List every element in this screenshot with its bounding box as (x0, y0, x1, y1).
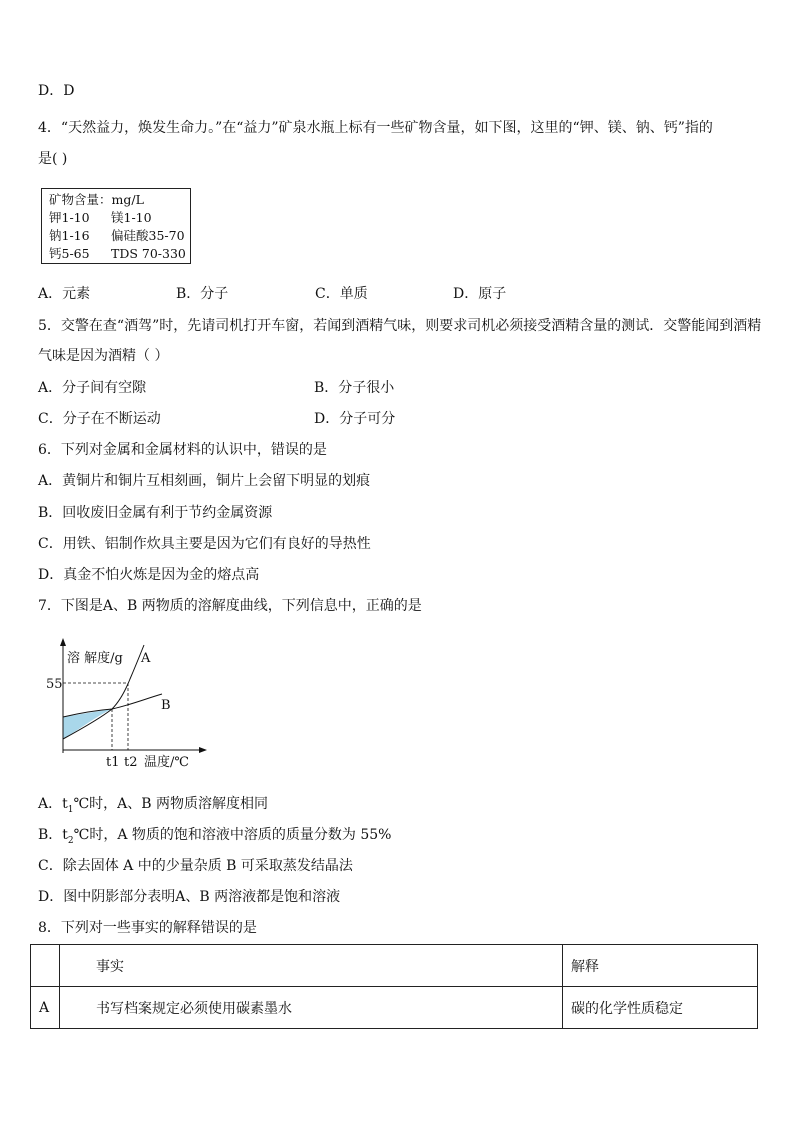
y-axis-label: 溶 解度/g (67, 651, 123, 666)
mineral-cell: 镁1-10 (111, 210, 152, 225)
q7-option-a[interactable]: A．$t_1℃$时，A、B 两物质溶解度相同 (38, 796, 268, 815)
mineral-cell: 偏硅酸35-70 (111, 228, 185, 243)
table-cell: 书写档案规定必须使用碳素墨水 (60, 987, 563, 1029)
mineral-cell: 钠1-16 (49, 228, 90, 243)
q6-stem: 6．下列对金属和金属材料的认识中，错误的是 (38, 442, 327, 458)
q5-stem-line2: 气味是因为酒精（ ） (38, 348, 169, 364)
x-axis-label: 温度/℃ (144, 755, 189, 770)
series-b-label: B (161, 698, 171, 713)
q5-option-c[interactable]: C．分子在不断运动 (38, 411, 161, 427)
mineral-cell: 钙5-65 (49, 246, 90, 261)
q6-option-b[interactable]: B．回收废旧金属有利于节约金属资源 (38, 505, 273, 521)
x-tick-t1: t1 (106, 755, 120, 770)
y-axis-arrow (60, 638, 66, 646)
q8-table (30, 944, 758, 1029)
mineral-cell: 钾1-10 (49, 210, 90, 225)
q5-option-b[interactable]: B．分子很小 (314, 380, 395, 396)
table-header-cell (31, 945, 60, 987)
q6-option-d[interactable]: D．真金不怕火炼是因为金的熔点高 (38, 567, 260, 583)
q5-option-a[interactable]: A．分子间有空隙 (38, 380, 147, 396)
table-cell: A (31, 987, 60, 1029)
q4-stem-line2: 是( ) (38, 151, 68, 167)
y-tick-55: 55 (46, 677, 63, 692)
mineral-content-label (41, 188, 191, 264)
table-row (31, 987, 758, 1029)
q6-option-c[interactable]: C．用铁、铝制作炊具主要是因为它们有良好的导热性 (38, 536, 371, 552)
x-tick-t2: t2 (124, 755, 138, 770)
series-a-label: A (141, 651, 151, 666)
q8-stem: 8．下列对一些事实的解释错误的是 (38, 920, 257, 936)
q4-option-b[interactable]: B．分子 (176, 286, 229, 302)
table-header-row (31, 945, 758, 987)
mineral-cell: TDS 70-330 (111, 246, 186, 261)
q7-option-b[interactable]: B．$t_2℃$时，A 物质的饱和溶液中溶质的质量分数为 55% (38, 827, 392, 846)
q4-option-a[interactable]: A．元素 (38, 286, 91, 302)
curve-b (63, 694, 162, 717)
prev-option-d: D．D (38, 83, 75, 99)
q7-option-c[interactable]: C．除去固体 A 中的少量杂质 B 可采取蒸发结晶法 (38, 858, 353, 874)
q7-option-d[interactable]: D．图中阴影部分表明A、B 两溶液都是饱和溶液 (38, 889, 341, 905)
table-cell: 碳的化学性质稳定 (563, 987, 758, 1029)
q7-stem: 7．下图是A、B 两物质的溶解度曲线，下列信息中，正确的是 (38, 598, 422, 614)
mineral-title: 矿物含量：mg/L (49, 192, 144, 207)
q5-option-d[interactable]: D．分子可分 (314, 411, 396, 427)
q4-option-d[interactable]: D．原子 (453, 286, 507, 302)
q5-stem-line1: 5．交警在查“酒驾”时，先请司机打开车窗，若闻到酒精气味，则要求司机必须接受酒精含量的测试．交警能闻到酒精 (38, 318, 762, 334)
q6-option-a[interactable]: A．黄铜片和铜片互相刻画，铜片上会留下明显的划痕 (38, 473, 371, 489)
table-header-cell: 事实 (60, 945, 563, 987)
table-header-cell: 解释 (563, 945, 758, 987)
x-axis-arrow (199, 747, 207, 753)
q4-stem-line1: 4．“天然益力，焕发生命力。”在“益力”矿泉水瓶上标有一些矿物含量，如下图，这里的“钾、镁、钠、钙”指的 (38, 120, 713, 136)
q4-option-c[interactable]: C．单质 (315, 286, 368, 302)
solubility-curve-chart (40, 635, 220, 775)
